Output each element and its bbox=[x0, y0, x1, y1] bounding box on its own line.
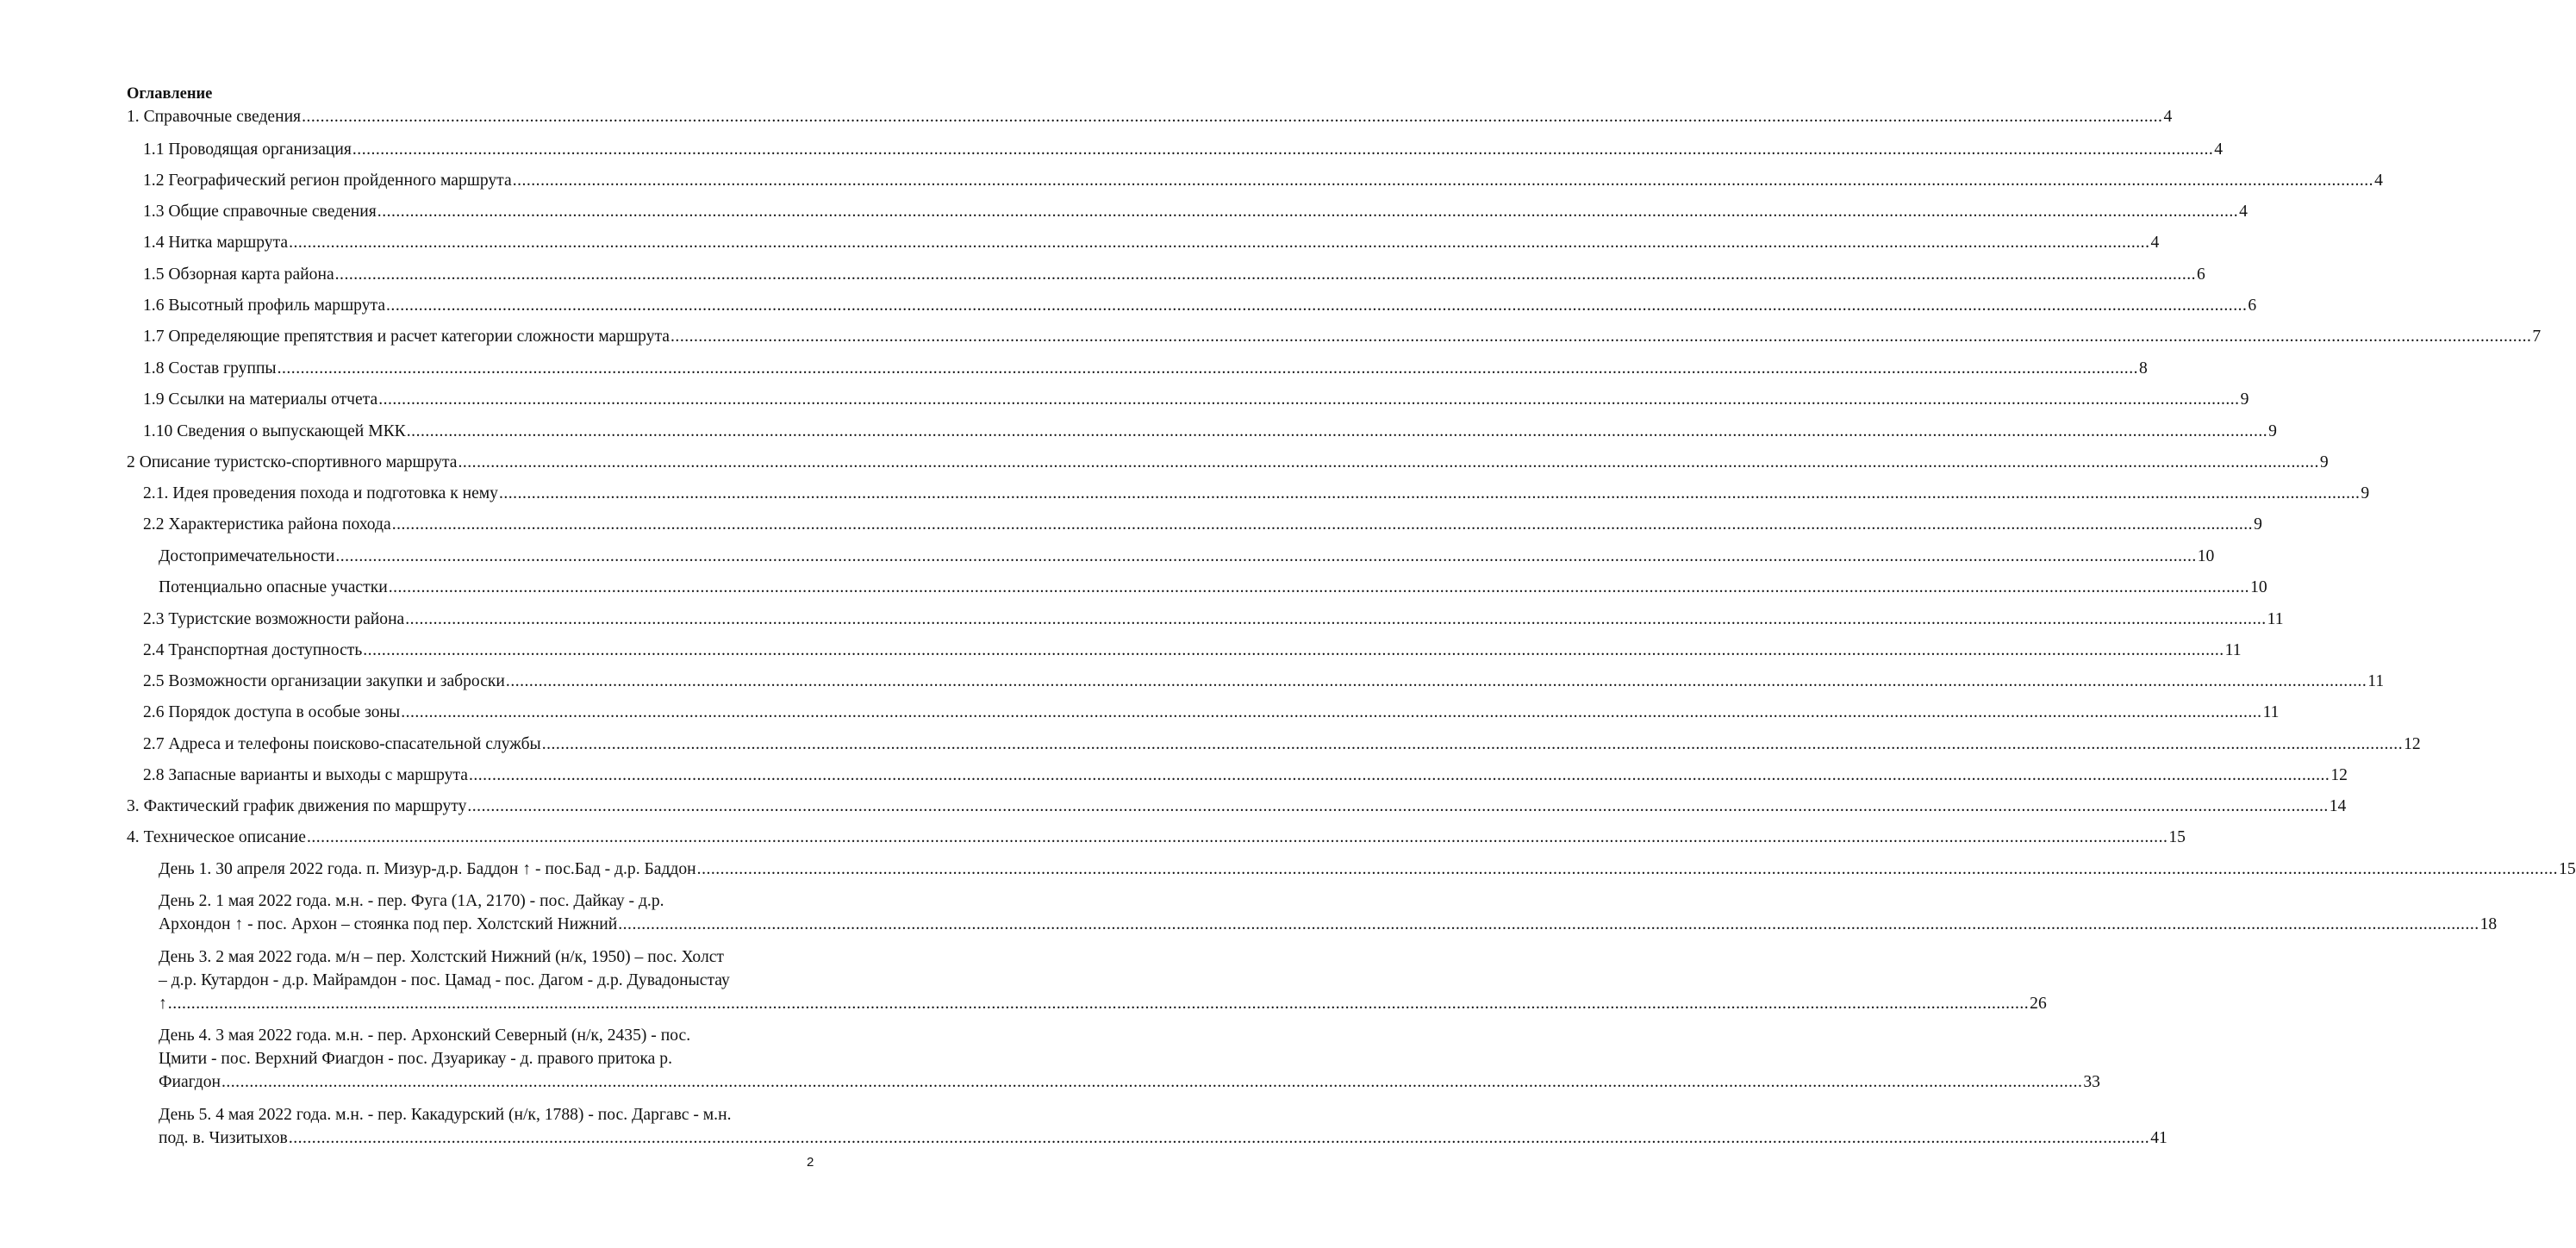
toc-entry-row bbox=[127, 795, 2347, 818]
toc-entry[interactable] bbox=[143, 482, 2370, 505]
toc-dot-leader: ................................................................................................................................................................................................................................................................................................................................................................................................................ bbox=[221, 1073, 2083, 1091]
toc-entry-title: 1.4 Нитка маршрута bbox=[143, 234, 289, 252]
toc-entry-line: День 5. 4 мая 2022 года. м.н. - пер. Какадурский (н/к, 1788) - пос. Даргавс - м.н. bbox=[159, 1106, 732, 1124]
toc-entry[interactable] bbox=[143, 231, 2160, 254]
toc-dot-leader: ................................................................................................................................................................................................................................................................................................................................................................................................................ bbox=[467, 797, 2329, 815]
toc-entry-title: 1.8 Состав группы bbox=[143, 359, 277, 378]
toc-entry-line: – д.р. Кутардон - д.р. Майрамдон - пос. Цамад - пос. Дагом - д.р. Дувадоныстау bbox=[159, 971, 730, 989]
toc-dot-leader: ................................................................................................................................................................................................................................................................................................................................................................................................................ bbox=[401, 703, 2262, 721]
toc-entry-title: 2.1. Идея проведения похода и подготовка к нему bbox=[143, 484, 498, 502]
toc-dot-leader: ................................................................................................................................................................................................................................................................................................................................................................................................................ bbox=[468, 766, 2330, 784]
toc-entry[interactable] bbox=[143, 263, 2205, 286]
toc-dot-leader: ................................................................................................................................................................................................................................................................................................................................................................................................................ bbox=[512, 172, 2374, 190]
toc-entry[interactable] bbox=[159, 889, 2498, 936]
toc-entry-page: 10 bbox=[2250, 578, 2267, 596]
toc-dot-leader: ................................................................................................................................................................................................................................................................................................................................................................................................................ bbox=[363, 641, 2224, 659]
toc-entry-page: 4 bbox=[2374, 172, 2383, 190]
toc-entry-row bbox=[143, 670, 2385, 693]
toc-entry-page: 6 bbox=[2197, 265, 2205, 284]
toc-entry[interactable] bbox=[143, 325, 2542, 348]
toc-entry-row bbox=[143, 325, 2542, 348]
toc-entry-line: Цмити - пос. Верхний Фиагдон - пос. Дзуарикау - д. правого притока р. bbox=[159, 1050, 672, 1068]
toc-entry-row bbox=[143, 608, 2284, 631]
toc-dot-leader: ................................................................................................................................................................................................................................................................................................................................................................................................................ bbox=[289, 234, 2150, 252]
toc-entry[interactable] bbox=[143, 169, 2383, 192]
toc-entry-title: 1.10 Сведения о выпускающей МКК bbox=[143, 422, 406, 440]
toc-entry[interactable] bbox=[159, 545, 2215, 568]
toc-entry[interactable] bbox=[143, 294, 2257, 317]
toc-entry-row bbox=[159, 1126, 2167, 1150]
toc-entry-page: 9 bbox=[2268, 422, 2277, 440]
toc-entry-page: 26 bbox=[2030, 995, 2047, 1013]
toc-entry[interactable] bbox=[159, 1024, 2100, 1094]
toc-entry-title: 1.7 Определяющие препятствия и расчет категории сложности маршрута bbox=[143, 328, 671, 346]
toc-entry-page: 4 bbox=[2163, 108, 2173, 126]
toc-entry-page: 11 bbox=[2262, 703, 2280, 721]
toc-entry-row bbox=[143, 388, 2249, 411]
toc-entry[interactable] bbox=[143, 670, 2385, 693]
toc-entry-title: 1.5 Обзорная карта района bbox=[143, 265, 334, 284]
toc-entry-title: 1.2 Географический регион пройденного маршрута bbox=[143, 172, 512, 190]
toc-entry-title: 2.3 Туристские возможности района bbox=[143, 610, 405, 628]
toc-entry[interactable] bbox=[143, 733, 2421, 756]
toc-entry-page: 4 bbox=[2150, 234, 2160, 252]
toc-dot-leader: ................................................................................................................................................................................................................................................................................................................................................................................................................ bbox=[458, 453, 2319, 471]
toc-entry[interactable] bbox=[143, 138, 2224, 161]
toc-entry[interactable] bbox=[127, 795, 2347, 818]
toc-entry-page: 10 bbox=[2197, 547, 2215, 565]
toc-entry-title: 2.5 Возможности организации закупки и заброски bbox=[143, 672, 505, 690]
toc-entry-page: 9 bbox=[2361, 484, 2370, 502]
toc-entry[interactable] bbox=[143, 608, 2284, 631]
toc-dot-leader: ................................................................................................................................................................................................................................................................................................................................................................................................................ bbox=[671, 328, 2532, 346]
toc-entry-page: 11 bbox=[2267, 610, 2284, 628]
toc-dot-leader: ................................................................................................................................................................................................................................................................................................................................................................................................................ bbox=[306, 828, 2168, 846]
toc-entry[interactable] bbox=[127, 826, 2186, 849]
toc-entry[interactable] bbox=[143, 388, 2249, 411]
toc-entry[interactable] bbox=[143, 639, 2242, 662]
toc-entry[interactable] bbox=[143, 764, 2348, 787]
toc-entry-title: ↑ bbox=[159, 995, 167, 1013]
toc-heading: Оглавление bbox=[127, 85, 213, 103]
toc-dot-leader: ................................................................................................................................................................................................................................................................................................................................................................................................................ bbox=[334, 265, 2197, 284]
toc-dot-leader: ................................................................................................................................................................................................................................................................................................................................................................................................................ bbox=[505, 672, 2367, 690]
toc-dot-leader: ................................................................................................................................................................................................................................................................................................................................................................................................................ bbox=[377, 203, 2239, 221]
toc-entry-page: 12 bbox=[2404, 735, 2421, 753]
toc-dot-leader: ................................................................................................................................................................................................................................................................................................................................................................................................................ bbox=[391, 515, 2254, 534]
toc-entry-page: 11 bbox=[2367, 672, 2385, 690]
toc-entry-title: 2.6 Порядок доступа в особые зоны bbox=[143, 703, 401, 721]
toc-entry-title: 1. Справочные сведения bbox=[127, 108, 302, 126]
toc-entry-row bbox=[159, 913, 2498, 936]
toc-entry-row bbox=[127, 826, 2186, 849]
toc-entry-row bbox=[127, 105, 2173, 128]
toc-entry-page: 9 bbox=[2319, 453, 2329, 471]
toc-entry-page: 15 bbox=[2168, 828, 2186, 846]
toc-dot-leader: ................................................................................................................................................................................................................................................................................................................................................................................................................ bbox=[498, 484, 2361, 502]
toc-entry-line: День 4. 3 мая 2022 года. м.н. - пер. Архонский Северный (н/к, 2435) - пос. bbox=[159, 1026, 691, 1045]
toc-entry-row bbox=[159, 858, 2576, 881]
toc-entry-page: 9 bbox=[2240, 390, 2249, 409]
toc-entry-page: 9 bbox=[2254, 515, 2262, 534]
toc-entry-title: Архондон ↑ - пос. Архон – стоянка под пер. Холстский Нижний bbox=[159, 915, 618, 933]
toc-entry-page: 7 bbox=[2532, 328, 2542, 346]
toc-entry-page: 33 bbox=[2083, 1073, 2100, 1091]
toc-entry-row bbox=[143, 294, 2257, 317]
toc-entry-row bbox=[143, 231, 2160, 254]
toc-entry[interactable] bbox=[159, 945, 2047, 1015]
toc-entry-page: 4 bbox=[2214, 140, 2224, 159]
toc-entry-title: Фиагдон bbox=[159, 1073, 221, 1091]
toc-entry-page: 4 bbox=[2239, 203, 2248, 221]
toc-entry-row bbox=[143, 639, 2242, 662]
toc-entry-row bbox=[159, 992, 2047, 1015]
toc-entry[interactable] bbox=[143, 200, 2248, 223]
toc-entry-row bbox=[143, 764, 2348, 787]
toc-entry-title: 2.7 Адреса и телефоны поисково-спасательной службы bbox=[143, 735, 541, 753]
toc-entry-page: 6 bbox=[2248, 296, 2257, 315]
toc-entry-row bbox=[143, 482, 2370, 505]
toc-entry[interactable] bbox=[159, 858, 2576, 881]
toc-entry-title: под. в. Чизитыхов bbox=[159, 1129, 288, 1147]
toc-entry-page: 14 bbox=[2329, 797, 2347, 815]
toc-entry-row bbox=[143, 357, 2148, 380]
toc-entry[interactable] bbox=[159, 1103, 2167, 1150]
toc-entry-title: 4. Техническое описание bbox=[127, 828, 306, 846]
toc-dot-leader: ................................................................................................................................................................................................................................................................................................................................................................................................................ bbox=[352, 140, 2214, 159]
toc-dot-leader: ................................................................................................................................................................................................................................................................................................................................................................................................................ bbox=[288, 1129, 2150, 1147]
toc-entry-row bbox=[143, 169, 2383, 192]
toc-entry-title: 1.1 Проводящая организация bbox=[143, 140, 352, 159]
toc-entry-row bbox=[143, 733, 2421, 756]
toc-entry-page: 8 bbox=[2138, 359, 2148, 378]
toc-entry-title: 3. Фактический график движения по маршруту bbox=[127, 797, 467, 815]
toc-entry-line: День 2. 1 мая 2022 года. м.н. - пер. Фуга (1А, 2170) - пос. Дайкау - д.р. bbox=[159, 892, 664, 910]
toc-entry[interactable] bbox=[143, 701, 2280, 724]
toc-dot-leader: ................................................................................................................................................................................................................................................................................................................................................................................................................ bbox=[277, 359, 2138, 378]
toc-entry-row bbox=[143, 138, 2224, 161]
toc-entry-page: 41 bbox=[2150, 1129, 2167, 1147]
toc-entry-title: 1.6 Высотный профиль маршрута bbox=[143, 296, 386, 315]
toc-entry[interactable] bbox=[159, 576, 2267, 599]
toc-entry-row bbox=[127, 451, 2329, 474]
toc-entry-title: Потенциально опасные участки bbox=[159, 578, 388, 596]
toc-dot-leader: ................................................................................................................................................................................................................................................................................................................................................................................................................ bbox=[378, 390, 2240, 409]
toc-entry[interactable] bbox=[143, 513, 2262, 536]
toc-entry[interactable] bbox=[143, 420, 2277, 443]
toc-entry-title: 1.3 Общие справочные сведения bbox=[143, 203, 377, 221]
toc-dot-leader: ................................................................................................................................................................................................................................................................................................................................................................................................................ bbox=[618, 915, 2479, 933]
toc-entry[interactable] bbox=[143, 357, 2148, 380]
toc-dot-leader: ................................................................................................................................................................................................................................................................................................................................................................................................................ bbox=[405, 610, 2267, 628]
toc-entry-title: 2.8 Запасные варианты и выходы с маршрута bbox=[143, 766, 468, 784]
toc-entry-title: 2.2 Характеристика района похода bbox=[143, 515, 391, 534]
toc-dot-leader: ................................................................................................................................................................................................................................................................................................................................................................................................................ bbox=[335, 547, 2197, 565]
toc-entry-page: 15 bbox=[2559, 860, 2576, 878]
toc-entry-row bbox=[143, 263, 2205, 286]
toc-entry-title: 1.9 Ссылки на материалы отчета bbox=[143, 390, 378, 409]
toc-entry-page: 12 bbox=[2330, 766, 2348, 784]
toc-entry-title: 2.4 Транспортная доступность bbox=[143, 641, 363, 659]
toc-entry-page: 11 bbox=[2224, 641, 2242, 659]
toc-entry-row bbox=[143, 200, 2248, 223]
toc-entry-row bbox=[159, 1070, 2100, 1094]
toc-entry-title: День 1. 30 апреля 2022 года. п. Мизур-д.р. Баддон ↑ - пос.Бад - д.р. Баддон bbox=[159, 860, 696, 878]
toc-dot-leader: ................................................................................................................................................................................................................................................................................................................................................................................................................ bbox=[167, 995, 2030, 1013]
toc-entry-row bbox=[159, 576, 2267, 599]
page-number: 2 bbox=[807, 1155, 814, 1170]
toc-entry-row bbox=[159, 545, 2215, 568]
toc-dot-leader: ................................................................................................................................................................................................................................................................................................................................................................................................................ bbox=[388, 578, 2250, 596]
toc-entry-title: Достопримечательности bbox=[159, 547, 335, 565]
toc-entry-row bbox=[143, 513, 2262, 536]
toc-dot-leader: ................................................................................................................................................................................................................................................................................................................................................................................................................ bbox=[541, 735, 2404, 753]
toc-entry-row bbox=[143, 701, 2280, 724]
toc-dot-leader: ................................................................................................................................................................................................................................................................................................................................................................................................................ bbox=[696, 860, 2559, 878]
toc-entry-page: 18 bbox=[2479, 915, 2498, 933]
toc-entry-line: День 3. 2 мая 2022 года. м/н – пер. Холстский Нижний (н/к, 1950) – пос. Холст bbox=[159, 948, 724, 966]
toc-entry[interactable] bbox=[127, 451, 2329, 474]
toc-entry[interactable] bbox=[127, 105, 2173, 128]
toc-dot-leader: ................................................................................................................................................................................................................................................................................................................................................................................................................ bbox=[386, 296, 2248, 315]
toc-entry-title: 2 Описание туристско-спортивного маршрута bbox=[127, 453, 458, 471]
toc-dot-leader: ................................................................................................................................................................................................................................................................................................................................................................................................................ bbox=[302, 108, 2163, 126]
toc-dot-leader: ................................................................................................................................................................................................................................................................................................................................................................................................................ bbox=[406, 422, 2268, 440]
toc-entry-row bbox=[143, 420, 2277, 443]
